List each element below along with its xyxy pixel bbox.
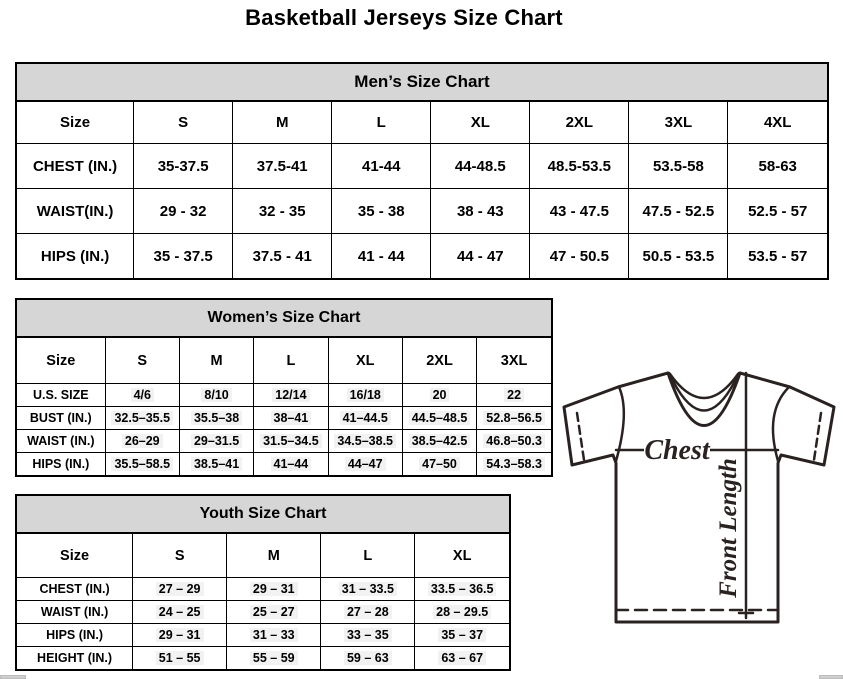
size-value-cell: 27 – 29 (133, 578, 227, 601)
measurement-row (17, 430, 551, 453)
size-value-cell: 47–50 (402, 453, 476, 476)
size-value-cell: 24 – 25 (133, 601, 227, 624)
size-header-row (17, 338, 551, 384)
row-label: WAIST (IN.) (17, 601, 133, 624)
row-label-header: Size (17, 102, 134, 144)
size-value-cell: 35 - 38 (332, 189, 431, 234)
size-value-cell: 44-48.5 (431, 144, 530, 189)
youth-size-table (17, 534, 509, 669)
size-column-header: 3XL (477, 338, 551, 384)
row-label: HIPS (IN.) (17, 624, 133, 647)
womens-size-table (17, 338, 551, 475)
size-value-cell: 29–31.5 (179, 430, 253, 453)
jersey-outline-group (564, 373, 834, 622)
size-value-cell: 48.5-53.5 (530, 144, 629, 189)
size-value-cell: 41 - 44 (332, 234, 431, 279)
measurement-row (17, 144, 827, 189)
size-value-cell: 20 (402, 384, 476, 407)
womens-size-chart-section (15, 298, 553, 477)
size-value-cell: 38–41 (254, 407, 328, 430)
size-value-cell: 37.5-41 (233, 144, 332, 189)
size-value-cell: 26–29 (105, 430, 179, 453)
row-label: WAIST(IN.) (17, 189, 134, 234)
measurement-row (17, 601, 509, 624)
size-column-header: 2XL (530, 102, 629, 144)
size-value-cell: 29 – 31 (227, 578, 321, 601)
size-value-cell: 44.5–48.5 (402, 407, 476, 430)
size-value-cell: 59 – 63 (321, 647, 415, 670)
size-value-cell: 32.5–35.5 (105, 407, 179, 430)
youth-chart-title: Youth Size Chart (17, 496, 509, 534)
jersey-measurement-diagram (556, 366, 842, 632)
size-value-cell: 58-63 (728, 144, 827, 189)
size-value-cell: 38.5–41 (179, 453, 253, 476)
size-value-cell: 4/6 (105, 384, 179, 407)
row-label: HEIGHT (IN.) (17, 647, 133, 670)
size-column-header: L (254, 338, 328, 384)
size-value-cell: 25 – 27 (227, 601, 321, 624)
size-value-cell: 46.8–50.3 (477, 430, 551, 453)
measurement-row (17, 453, 551, 476)
chest-label: Chest (644, 435, 710, 466)
size-value-cell: 52.5 - 57 (728, 189, 827, 234)
measurement-row (17, 234, 827, 279)
size-value-cell: 47 - 50.5 (530, 234, 629, 279)
size-column-header: XL (415, 534, 509, 578)
youth-size-chart-section (15, 494, 511, 671)
size-column-header: M (227, 534, 321, 578)
size-value-cell: 33 – 35 (321, 624, 415, 647)
size-value-cell: 53.5-58 (629, 144, 728, 189)
measurement-row (17, 624, 509, 647)
size-value-cell: 44 - 47 (431, 234, 530, 279)
horizontal-scrollbar-fragment-left[interactable] (0, 675, 26, 679)
mens-size-chart-section (15, 62, 829, 280)
horizontal-scrollbar-fragment-right[interactable] (819, 675, 843, 679)
size-value-cell: 63 – 67 (415, 647, 509, 670)
size-value-cell: 16/18 (328, 384, 402, 407)
measurement-row (17, 189, 827, 234)
size-value-cell: 31.5–34.5 (254, 430, 328, 453)
size-value-cell: 31 – 33.5 (321, 578, 415, 601)
size-value-cell: 47.5 - 52.5 (629, 189, 728, 234)
size-value-cell: 32 - 35 (233, 189, 332, 234)
measurement-row (17, 384, 551, 407)
size-value-cell: 51 – 55 (133, 647, 227, 670)
size-column-header: S (133, 534, 227, 578)
row-label: BUST (IN.) (17, 407, 105, 430)
size-value-cell: 53.5 - 57 (728, 234, 827, 279)
measurement-row (17, 578, 509, 601)
mens-size-table (17, 102, 827, 278)
size-value-cell: 52.8–56.5 (477, 407, 551, 430)
size-value-cell: 12/14 (254, 384, 328, 407)
size-column-header: XL (431, 102, 530, 144)
size-value-cell: 22 (477, 384, 551, 407)
measurement-row (17, 647, 509, 670)
size-value-cell: 38 - 43 (431, 189, 530, 234)
size-value-cell: 27 – 28 (321, 601, 415, 624)
row-label: HIPS (IN.) (17, 234, 134, 279)
size-value-cell: 54.3–58.3 (477, 453, 551, 476)
size-column-header: 2XL (402, 338, 476, 384)
mens-chart-title: Men’s Size Chart (17, 64, 827, 102)
size-value-cell: 50.5 - 53.5 (629, 234, 728, 279)
size-value-cell: 44–47 (328, 453, 402, 476)
row-label-header: Size (17, 338, 105, 384)
size-value-cell: 35-37.5 (134, 144, 233, 189)
size-value-cell: 41–44.5 (328, 407, 402, 430)
row-label-header: Size (17, 534, 133, 578)
size-value-cell: 28 – 29.5 (415, 601, 509, 624)
page-title: Basketball Jerseys Size Chart (245, 5, 563, 30)
size-value-cell: 41-44 (332, 144, 431, 189)
row-label: HIPS (IN.) (17, 453, 105, 476)
size-column-header: XL (328, 338, 402, 384)
size-column-header: 3XL (629, 102, 728, 144)
size-value-cell: 55 – 59 (227, 647, 321, 670)
front-length-label: Front Length (715, 458, 742, 598)
row-label: U.S. SIZE (17, 384, 105, 407)
size-value-cell: 29 - 32 (134, 189, 233, 234)
size-value-cell: 8/10 (179, 384, 253, 407)
size-column-header: S (105, 338, 179, 384)
size-column-header: S (134, 102, 233, 144)
size-value-cell: 29 – 31 (133, 624, 227, 647)
size-header-row (17, 534, 509, 578)
size-header-row (17, 102, 827, 144)
size-value-cell: 31 – 33 (227, 624, 321, 647)
size-value-cell: 37.5 - 41 (233, 234, 332, 279)
row-label: WAIST (IN.) (17, 430, 105, 453)
size-value-cell: 33.5 – 36.5 (415, 578, 509, 601)
size-value-cell: 35.5–38 (179, 407, 253, 430)
size-column-header: M (179, 338, 253, 384)
size-column-header: L (332, 102, 431, 144)
size-value-cell: 41–44 (254, 453, 328, 476)
row-label: CHEST (IN.) (17, 578, 133, 601)
size-value-cell: 35.5–58.5 (105, 453, 179, 476)
size-value-cell: 35 – 37 (415, 624, 509, 647)
womens-chart-title: Women’s Size Chart (17, 300, 551, 338)
measurement-row (17, 407, 551, 430)
size-value-cell: 34.5–38.5 (328, 430, 402, 453)
size-column-header: M (233, 102, 332, 144)
size-column-header: L (321, 534, 415, 578)
size-value-cell: 35 - 37.5 (134, 234, 233, 279)
size-value-cell: 43 - 47.5 (530, 189, 629, 234)
size-value-cell: 38.5–42.5 (402, 430, 476, 453)
size-column-header: 4XL (728, 102, 827, 144)
row-label: CHEST (IN.) (17, 144, 134, 189)
